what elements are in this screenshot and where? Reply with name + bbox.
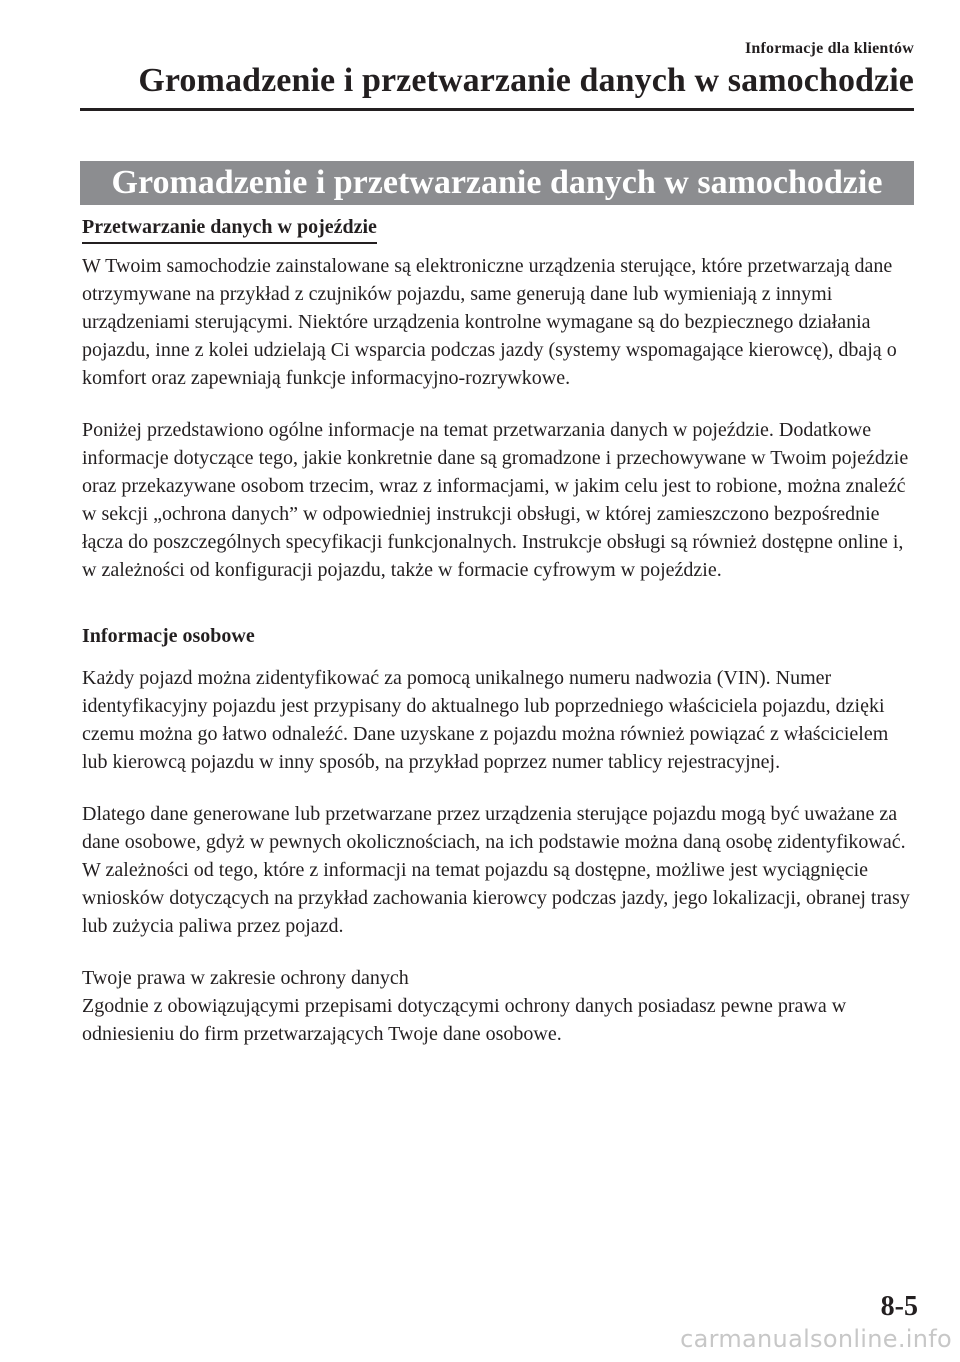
paragraph-intro: W Twoim samochodzie zainstalowane są elektroniczne urządzenia sterujące, które przetwarzają dane otrzymywane na przykład z czujników pojazdu, same generują dane lub wymieniają z innymi urządzeniami sterującymi. Niektóre urządzenia kontrolne wymagane są do bezpiecznego działania pojazdu, inne z kolei udzielają Ci wsparcia podczas jazdy (systemy wspomagające kierowcę), dbają o komfort oraz zapewniają funkcje informacyjno-rozrywkowe. — [82, 255, 897, 389]
paragraph-personal-data: Dlatego dane generowane lub przetwarzane przez urządzenia sterujące pojazdu mogą być uważane za dane osobowe, gdyż w pewnych okolicznościach, na ich podstawie można daną osobę zidentyfikować. W zależności od tego, które z informacji na temat pojazdu są dostępne, możliwe jest wyciągnięcie wniosków dotyczących na przykład zachowania kierowcy podczas jazdy, jego lokalizacji, obranej trasy lub zużycia paliwa przez pojazd. — [82, 803, 910, 937]
section-heading: Przetwarzanie danych w pojeździe — [82, 216, 377, 244]
paragraph-general-info: Poniżej przedstawiono ogólne informacje na temat przetwarzania danych w pojeździe. Dodatkowe informacje dotyczące tego, jakie konkretnie dane są gromadzone i przechowywane w Twoim pojeździe oraz przekazywane osobom trzecim, wraz z informacjami, w jakim celu jest to robione, można znaleźć w sekcji „ochrona danych” w odpowiedniej instrukcji obsługi, w której zamieszczono bezpośrednie łącza do poszczególnych specyfikacji funkcjonalnych. Instrukcje obsługi są również dostępne online i, w zależności od konfiguracji pojazdu, także w formacie cyfrowym w pojeździe. — [82, 419, 909, 581]
watermark: carmanualsonline.info — [680, 1325, 952, 1353]
header-category: Informacje dla klientów — [744, 40, 914, 57]
header-divider — [80, 108, 914, 111]
page-number: 8-5 — [880, 1291, 918, 1322]
subheading-personal-info: Informacje osobowe — [82, 625, 255, 647]
header-title: Gromadzenie i przetwarzanie danych w samochodzie — [138, 62, 914, 99]
rights-title: Twoje prawa w zakresie ochrony danych — [82, 967, 409, 989]
page-content — [82, 252, 918, 1072]
paragraph-vin: Każdy pojazd można zidentyfikować za pomocą unikalnego numeru nadwozia (VIN). Numer identyfikacyjny pojazdu jest przypisany do aktualnego lub poprzedniego właściciela pojazdu, dzięki czemu można go łatwo odnaleźć. Dane uzyskane z pojazdu można również powiązać z właścicielem lub kierowcą pojazdu w inny sposób, na przykład poprzez numer tablicy rejestracyjnej. — [82, 667, 889, 773]
rights-text: Zgodnie z obowiązującymi przepisami dotyczącymi ochrony danych posiadasz pewne prawa w odniesieniu do firm przetwarzających Twoje dane osobowe. — [82, 995, 847, 1045]
section-banner: Gromadzenie i przetwarzanie danych w samochodzie — [80, 161, 914, 205]
